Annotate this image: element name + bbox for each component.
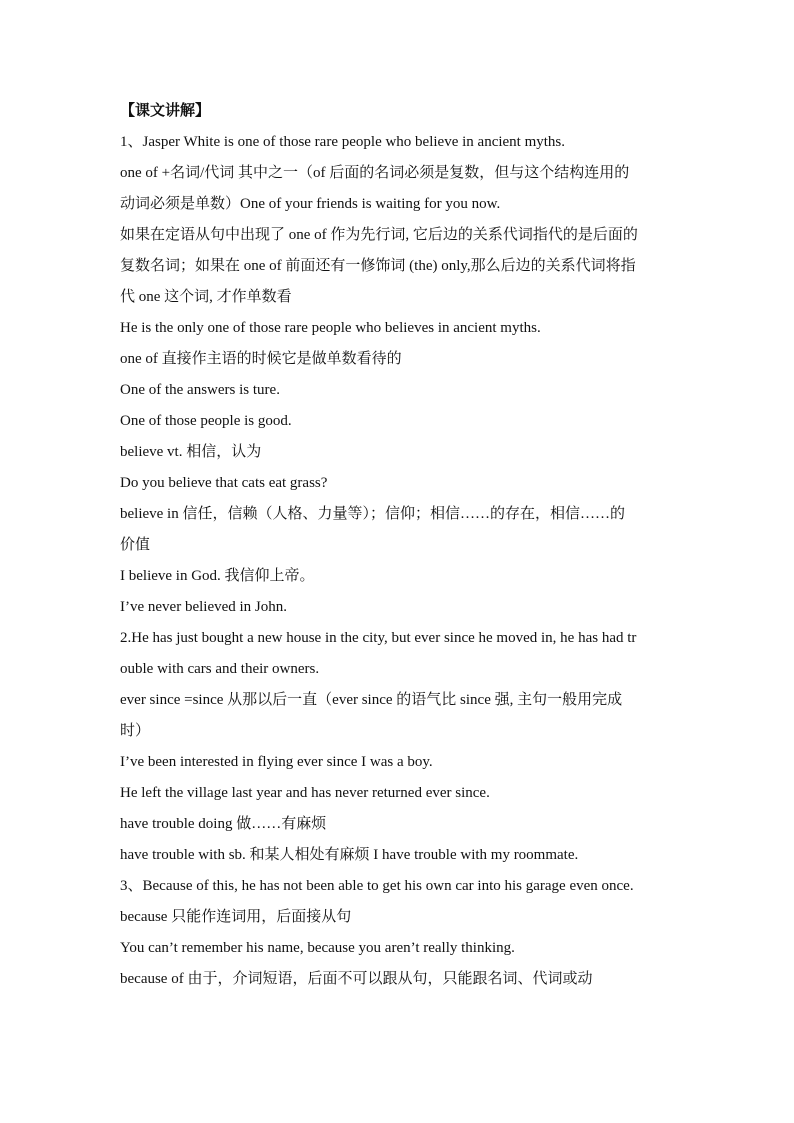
text-line: believe vt. 相信，认为 [120,444,262,460]
text-line: 2.He has just bought a new house in the city, but ever since he moved in, he has had tr [120,630,637,646]
text-line: 动词必须是单数）One of your friends is waiting for you now. [120,196,501,212]
text-line: one of +名词/代词 其中之一（of 后面的名词必须是复数，但与这个结构连用的 [120,165,630,181]
text-line: 代 one 这个词, 才作单数看 [120,289,292,305]
text-line: He left the village last year and has never returned ever since. [120,785,490,801]
text-line: believe in 信任，信赖（人格、力量等）；信仰；相信……的存在，相信……的 [120,506,625,522]
text-line: 时） [120,723,151,739]
text-line: 价值 [120,537,151,553]
text-line: ever since =since 从那以后一直（ever since 的语气比 since 强, 主句一般用完成 [120,692,623,708]
text-line: One of those people is good. [120,413,292,429]
text-line: 如果在定语从句中出现了 one of 作为先行词, 它后边的关系代词指代的是后面的 [120,227,638,243]
text-line: 1、Jasper White is one of those rare people who believe in ancient myths. [120,134,566,150]
text-line: because 只能作连词用，后面接从句 [120,909,352,925]
text-line: I’ve never believed in John. [120,599,288,615]
text-line: 3、Because of this, he has not been able to get his own car into his garage even once. [120,878,634,894]
text-line: ouble with cars and their owners. [120,661,320,677]
text-line: Do you believe that cats eat grass? [120,475,328,491]
document-body [120,96,680,995]
text-line: one of 直接作主语的时候它是做单数看待的 [120,351,402,367]
section-heading: 【课文讲解】 [120,103,211,119]
text-line: One of the answers is ture. [120,382,280,398]
text-line: I believe in God. 我信仰上帝。 [120,568,315,584]
text-line: You can’t remember his name, because you aren’t really thinking. [120,940,515,956]
text-line: have trouble doing 做……有麻烦 [120,816,327,832]
text-line: I’ve been interested in flying ever since I was a boy. [120,754,433,770]
text-line: because of 由于，介词短语，后面不可以跟从句，只能跟名词、代词或动 [120,971,593,987]
text-line: have trouble with sb. 和某人相处有麻烦 I have trouble with my roommate. [120,847,579,863]
text-line: 复数名词；如果在 one of 前面还有一修饰词 (the) only,那么后边的关系代词将指 [120,258,636,274]
text-line: He is the only one of those rare people who believes in ancient myths. [120,320,541,336]
